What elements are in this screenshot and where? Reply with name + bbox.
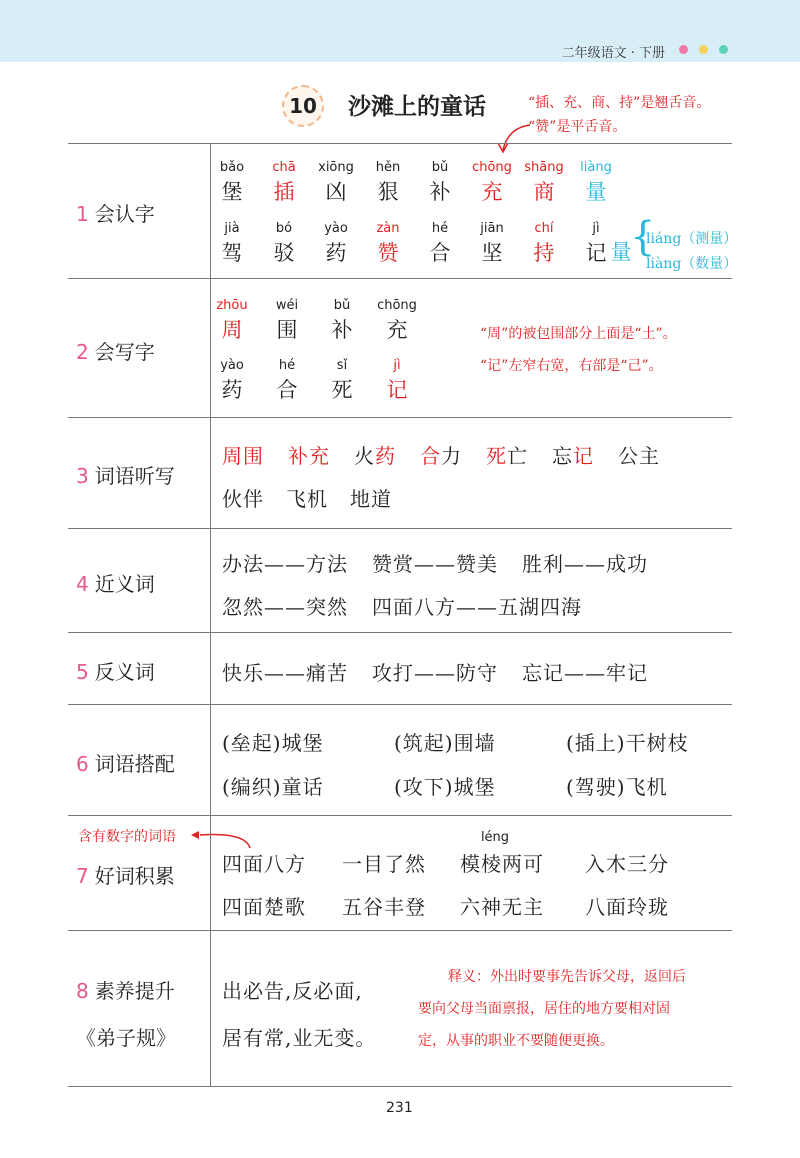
pinyin-label: hěn xyxy=(375,160,401,175)
hanzi-char: 记 xyxy=(386,378,408,402)
dictation-part: 合 xyxy=(420,444,441,468)
pinyin-label: chí xyxy=(534,221,554,236)
hanzi-char: 记 xyxy=(585,241,607,265)
dictation-word xyxy=(288,440,330,469)
note-zhou: “周”的被包围部分上面是“土”。 xyxy=(480,326,677,342)
pinyin-label: wéi xyxy=(275,298,299,313)
meaning-line-2: 要向父母当面禀报，居住的地方要相对固 xyxy=(418,1001,670,1017)
section-label-literacy: 8 素养提升 xyxy=(76,979,175,1003)
pinyin-label: sǐ xyxy=(336,358,348,373)
hanzi-char: 量 xyxy=(585,180,607,204)
hanzi-char: 周 xyxy=(221,318,243,342)
table-line xyxy=(68,528,732,529)
collocations-line-2: (编织)童话 (攻下)城堡 (驾驶)飞机 xyxy=(222,775,668,799)
pinyin-label: zàn xyxy=(376,221,400,236)
meaning-line-3: 定，从事的职业不要随便更换。 xyxy=(418,1033,614,1049)
pinyin-label: zhōu xyxy=(216,298,248,313)
lesson-title: 沙滩上的童话 xyxy=(348,94,486,120)
hanzi-char: 围 xyxy=(276,318,298,342)
pinyin-label: jì xyxy=(393,358,401,373)
hanzi-char: 充 xyxy=(481,180,503,204)
hanzi-char: 驾 xyxy=(221,241,243,265)
table-line xyxy=(68,143,732,144)
liang-reading-2: liàng（数量） xyxy=(646,256,738,272)
dictation-part: 药 xyxy=(375,444,396,468)
brace-icon: { xyxy=(630,214,656,260)
liang-char: 量 xyxy=(610,240,632,264)
pinyin-label: shāng xyxy=(524,160,564,175)
hanzi-char: 堡 xyxy=(221,180,243,204)
dictation-part: 死 xyxy=(486,444,507,468)
dictation-part: 亡 xyxy=(507,444,528,468)
pinyin-label: chā xyxy=(272,160,296,175)
dictation-word xyxy=(222,440,264,469)
section-label-good-words: 7 好词积累 xyxy=(76,864,175,888)
antonyms-line: 快乐——痛苦 攻打——防守 忘记——牢记 xyxy=(222,661,648,685)
hanzi-char: 补 xyxy=(429,180,451,204)
pinyin-label: chōng xyxy=(377,298,417,313)
synonyms-line-1: 办法——方法 赞赏——赞美 胜利——成功 xyxy=(222,552,648,576)
dictation-word xyxy=(486,440,528,469)
pinyin-label: jiān xyxy=(480,221,504,236)
dictation-part: 忘 xyxy=(552,444,573,468)
pinyin-label: yào xyxy=(324,221,348,236)
section-label-collocations: 6 词语搭配 xyxy=(76,752,175,776)
note-ji: “记”左窄右宽，右部是“己”。 xyxy=(480,358,663,374)
hanzi-char: 驳 xyxy=(273,241,295,265)
pinyin-label: jià xyxy=(224,221,240,236)
note-flat: “赞”是平舌音。 xyxy=(528,119,627,135)
pinyin-label: bǎo xyxy=(219,160,245,175)
pinyin-label: hé xyxy=(278,358,296,373)
table-line xyxy=(68,1086,732,1087)
book-source: 《弟子规》 xyxy=(76,1026,176,1050)
lesson-number: 10 xyxy=(282,85,324,127)
hanzi-char: 赞 xyxy=(377,241,399,265)
hanzi-char: 药 xyxy=(325,241,347,265)
table-line xyxy=(68,704,732,705)
hanzi-char: 死 xyxy=(331,378,353,402)
table-divider xyxy=(210,143,211,1087)
meaning-line-1: 释义：外出时要事先告诉父母，返回后 xyxy=(448,969,686,985)
dictation-word xyxy=(420,440,462,469)
page-number: 231 xyxy=(386,1100,413,1116)
dictation-word xyxy=(618,440,660,469)
quote-line-2: 居有常,业无变。 xyxy=(222,1026,377,1050)
table-line xyxy=(68,278,732,279)
hanzi-char: 插 xyxy=(273,180,295,204)
note-number-words: 含有数字的词语 xyxy=(78,829,176,845)
dictation-part: 周围 xyxy=(222,444,264,468)
pinyin-label: xiōng xyxy=(318,160,354,175)
table-line xyxy=(68,632,732,633)
dictation-part: 力 xyxy=(441,444,462,468)
book-title: 二年级语文 · 下册 xyxy=(561,46,665,61)
dictation-part: 火 xyxy=(354,444,375,468)
hanzi-char: 合 xyxy=(429,241,451,265)
hanzi-char: 持 xyxy=(533,241,555,265)
table-line xyxy=(68,417,732,418)
liang-reading-1: liáng（测量） xyxy=(646,231,738,247)
hanzi-char: 坚 xyxy=(481,241,503,265)
hanzi-char: 合 xyxy=(276,378,298,402)
section-label-dictation: 3 词语听写 xyxy=(76,464,175,488)
good-words-line-1: 四面八方 一目了然 模棱两可 入木三分 xyxy=(222,852,669,876)
dictation-part: 补充 xyxy=(288,444,330,468)
pinyin-label: bó xyxy=(275,221,293,236)
pinyin-label: chōng xyxy=(472,160,512,175)
quote-line-1: 出必告,反必面, xyxy=(222,979,363,1003)
dictation-part: 记 xyxy=(573,444,594,468)
hanzi-char: 药 xyxy=(221,378,243,402)
pinyin-label: jì xyxy=(592,221,600,236)
section-label-recognize: 1 会认字 xyxy=(76,202,155,226)
section-label-synonyms: 4 近义词 xyxy=(76,572,155,596)
dictation-line-2: 伙伴 飞机 地道 xyxy=(222,487,392,511)
dictation-part: 公主 xyxy=(618,444,660,468)
synonyms-line-2: 忽然——突然 四面八方——五湖四海 xyxy=(222,595,582,619)
pinyin-label: bǔ xyxy=(333,298,351,313)
hanzi-char: 商 xyxy=(533,180,555,204)
section-label-antonyms: 5 反义词 xyxy=(76,660,155,684)
pinyin-label: bǔ xyxy=(431,160,449,175)
hanzi-char: 凶 xyxy=(325,180,347,204)
hanzi-char: 补 xyxy=(331,318,353,342)
dictation-word xyxy=(552,440,594,469)
table-line xyxy=(68,815,732,816)
pinyin-label: yào xyxy=(220,358,244,373)
pinyin-label: hé xyxy=(431,221,449,236)
hanzi-char: 充 xyxy=(386,318,408,342)
hanzi-char: 狠 xyxy=(377,180,399,204)
good-words-line-2: 四面楚歌 五谷丰登 六神无主 八面玲珑 xyxy=(222,895,669,919)
section-label-write: 2 会写字 xyxy=(76,340,155,364)
dictation-line-1 xyxy=(222,440,684,469)
pinyin-label: liàng xyxy=(580,160,612,175)
leng-pinyin: léng xyxy=(480,830,510,845)
dictation-word xyxy=(354,440,396,469)
note-retroflex: “插、充、商、持”是翘舌音。 xyxy=(528,95,711,111)
collocations-line-1: (垒起)城堡 (筑起)围墙 (插上)干树枝 xyxy=(222,731,689,755)
table-line xyxy=(68,930,732,931)
